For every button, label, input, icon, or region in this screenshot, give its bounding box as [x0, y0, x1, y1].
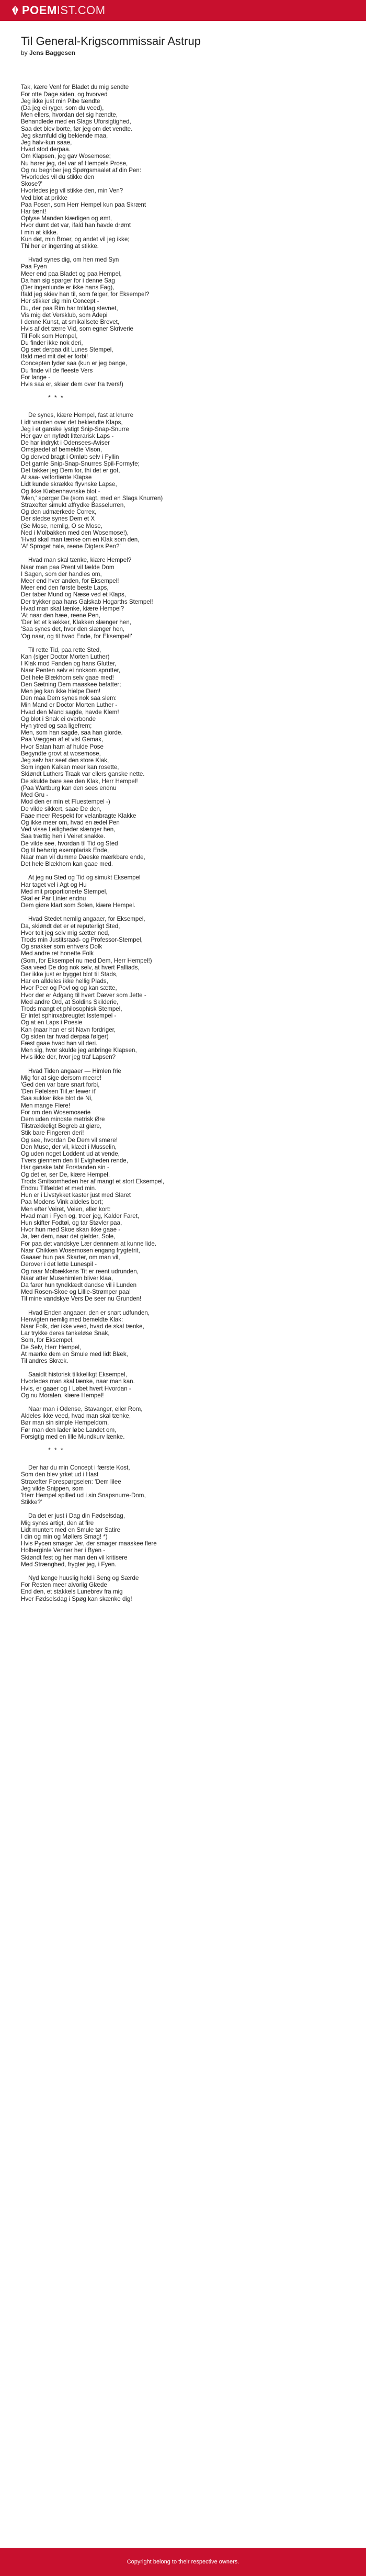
poem-line: 'Hvorledes vil du stikke den [21, 174, 95, 181]
poem-line: Med andre ret honette Folk [21, 950, 94, 957]
poem-line: Og see, hvordan De Dem vil smøre! [21, 1136, 118, 1144]
poem-line: Her gav en nyfødt litterarisk Laps - [21, 432, 114, 439]
poem-line: Og naar Molbækkens Tit er reent udrunden, [21, 1268, 139, 1275]
poem-line: Paa Fyen [21, 263, 47, 270]
poem-line: Mig for at sige dersom meere! [21, 1074, 101, 1081]
poem-line: Hvad man i Fyen og, troer jeg, Kalder Faret, [21, 1212, 140, 1219]
poem-line: Oplyse Manden kiærligen og ømt, [21, 215, 112, 222]
poem-line: Meer end den første beste Laps, [21, 584, 109, 592]
poem-line: At saa- velfortiente Klapse [21, 474, 92, 481]
poem-line: Men ellers, hvordan det sig hændte, [21, 111, 118, 119]
poem-line: Hyn ytred og saa ligefrem; [21, 722, 92, 730]
poem-line: Trods mangt et philosophisk Stempel, [21, 1005, 122, 1012]
stanza [21, 1464, 345, 1506]
poem-line: Men sig, hvor skulde jeg anbringe Klapsen, [21, 1047, 137, 1054]
poem-line: Henvigten nemlig med bemeldte Klak: [21, 1316, 123, 1323]
poem-line: Hvor Satan ham af hulde Pose [21, 743, 104, 750]
poem-line: Og ikke meer om, hvad en ædel Pen [21, 819, 120, 826]
poem-line: Lidt kunde skrække flyvnske Lapse, [21, 481, 117, 488]
poem-line: 'Og naar, og til hvad Ende, for Eksempel!' [21, 632, 132, 640]
poem-line: 'Ged den var bare snart forbi, [21, 1081, 100, 1089]
poem-line: Du, der paa Rim har tolldag stevnet, [21, 304, 118, 312]
logo-text: POEMIST.COM [22, 4, 106, 17]
poem-line: Til Folk som Hempel, [21, 332, 78, 340]
poem-line: Hvor Peer og Povl og og kan sætte, [21, 985, 117, 992]
poem-line: Trods Smitsomheden her af mangt et stort Eksempel, [21, 1178, 165, 1185]
poem-line: Er intet sphinxabreugtet Isstempel - [21, 1012, 117, 1020]
poem-line: Den maa Dem synes nok saa slem: [21, 695, 117, 702]
poem-line: End den, et stakkels Lunebrev fra mig [21, 1588, 123, 1596]
poem-line: Men mange Flere! [21, 1102, 71, 1109]
poem-line: Og den udmærkede Correx, [21, 509, 97, 516]
poem-line: Stik bare Fingeren deri! [21, 1129, 84, 1137]
poem-line: Som ingen Kalkan meer kan rosette, [21, 764, 119, 771]
poem-line: 'Af Sproget hale, reene Digters Pen?' [21, 543, 121, 550]
poem-line: Paa Posen, som Herr Hempel kun paa Skrænt [21, 201, 146, 208]
poem-line: Der ikke just er bygget blot til Stads, [21, 970, 118, 978]
poem-line: Der trykker paa hans Galskab Hogarths Stempel! [21, 598, 153, 605]
poem-line: Behandlede med en Slags Uforsigtighed, [21, 118, 131, 126]
poem-line: Og uden noget Loddent ud at vende, [21, 1150, 120, 1158]
poem-line: Hvad man skal tænke, kiære Hempel? [21, 605, 124, 612]
poem-line: Nyd længe huuslig held i Seng og Særde [28, 1575, 139, 1582]
stanza [21, 916, 345, 1060]
poem-line: Kan (naar han er sit Navn fordriger, [21, 1026, 116, 1033]
poem-line: 'Den Følelsen Tiil,er lewer it' [21, 1088, 97, 1095]
poem-line: Kan (siger Doctor Morten Luther) [21, 653, 110, 661]
poem-line: I Sagen, som der handles om, [21, 570, 102, 578]
poem-line: Den Muse, der vil, klædt i Musselin, [21, 1143, 117, 1150]
poem-line: Til andres Skræk. [21, 1357, 68, 1364]
stanza [21, 647, 345, 868]
poem-line: Jeg selv har seet den store Klak, [21, 757, 109, 764]
copyright-text: Copyright belong to their respective owners. [127, 2559, 239, 2565]
poem-line: Paa Væggen af et visl Gemak, [21, 736, 104, 743]
poem-line: Skiøndt fest og her man den vil kritisere [21, 1554, 128, 1561]
poem-title: Til General-Krigscommissair Astrup [21, 35, 201, 48]
poem-line: Med Strænghed, frygter jeg, i Fyen. [21, 1561, 117, 1568]
poem-line: Det hele Blækhorn kan gaae med. [21, 861, 113, 868]
poem-line: Jeg i et ganske lystigt Snip-Snap-Snurre [21, 425, 129, 433]
byline [21, 49, 345, 57]
stanza [21, 874, 345, 909]
poem-line: Hvad man skal tænke, kiære Hempel? [28, 557, 132, 564]
poem-line: (Paa Wartburg kan den sees endnu [21, 784, 117, 792]
poem-page [0, 21, 366, 2548]
poem-line: Du finder ikke nok deri, [21, 339, 83, 346]
poem-line: Skal er Par Linier endnu [21, 895, 86, 902]
poem-line: Og det er, ser De, kiære Hempel, [21, 1171, 110, 1178]
poem-line: Og derved bragt i Omløb selv i Fyllin [21, 453, 119, 460]
poem-line: Saaidlt historisk tilkkelikgt Eksempel, [28, 1371, 127, 1379]
poem-line: Men jeg kan ikke hielpe Dem! [21, 688, 101, 695]
poem-line: Stikke?' [21, 1499, 42, 1506]
poem-line: Der stedse synes Dem et X [21, 515, 95, 523]
poem-line: Du finde vil de fleeste Vers [21, 367, 93, 374]
poem-line: Hun skifter Fodtøi, og tar Støvler paa, [21, 1219, 122, 1227]
poem-line: 'Herr Hempel spilled ud i sin Snapsnurre-Dom, [21, 1492, 146, 1499]
poem-line: I min at kikke. [21, 229, 58, 236]
stanza [21, 1406, 345, 1440]
poem-line: (Da jeg ei ryger, som du veed), [21, 105, 104, 111]
poem-line: Da farer hun tyndklædt dandse vil i Lunden [21, 1281, 137, 1289]
poem-line: Lidt muntert med en Smule tør Satire [21, 1526, 121, 1533]
poem-line: Tvers giennem den til Evigheden rende, [21, 1157, 128, 1165]
poem-line: Hvad stod derpaa. [21, 146, 71, 153]
poem-line: 'Hvad skal man tænke om en Klak som den, [21, 536, 140, 543]
poem-line: Hvad den Mand sagde, havde Klem! [21, 708, 119, 716]
poem-line: Da, skiøndt det er et reputerligt Sted, [21, 922, 120, 930]
poem-line: Her stikker dig min Concept - [21, 298, 99, 305]
poem-line: 'Saa synes det, hvor den slænger hen, [21, 626, 125, 633]
poem-line: Meer end paa Bladet og paa Hempel, [21, 270, 122, 277]
poem-line: De vilde sikkert, saae De den, [21, 805, 102, 812]
poem-line: Har taget vel i Agt og Hu [21, 881, 87, 888]
poem-line: Hvis af det tærre Vid, som egner Skriverie [21, 325, 133, 333]
poem-line: Lidt vranten over det bekiendte Klaps, [21, 419, 123, 426]
poem-line: Nu hører jeg, del var af Hempels Prose, [21, 160, 128, 167]
site-logo[interactable] [12, 4, 106, 17]
poem-line: Der taber Mund og Næse ved et Klaps, [21, 591, 127, 598]
poem-line: Hvor dumt det var, ifald han havde drømt [21, 222, 131, 229]
poem-line: Saa sukker ikke blot de Ni, [21, 1095, 93, 1102]
poem-line: De synes, kiære Hempel, fast at knurre [28, 412, 134, 419]
poem-line: Tak, kære Ven! for Bladet du mig sendte [21, 84, 129, 91]
poem-line: Hvis ikke der, hvor jeg traf Lapsen? [21, 1054, 116, 1061]
poem-line: Om Klapsen, jeg gav Wosemose; [21, 153, 111, 160]
poem-line: (Der ingenlunde er ikke hans Fag), [21, 284, 115, 291]
poem-line: Og ikke Kiøbenhavnske blot - [21, 488, 100, 495]
poem-line: Og nu begriber jeg Spørgsmaalet af din Pen: [21, 166, 142, 174]
poem-line: Min Mand er Doctor Morten Luther - [21, 702, 118, 709]
poem-line: Har ganske tabt Forstanden sin - [21, 1164, 109, 1171]
stanza [21, 1068, 345, 1303]
poem-line: Concepten lyder saa (kun er jeg bange, [21, 360, 128, 367]
poem-line: Jeg skamfuld dig bekiende maa, [21, 132, 108, 139]
poem-line: Som, for Eksempel, [21, 1337, 74, 1344]
poem-line: Før man den lader løbe Landet om, [21, 1426, 117, 1433]
poem-line: Ved visse Leiligheder slænger hen, [21, 826, 116, 833]
poem-line: Da det er just i Dag din Fødselsdag, [28, 1512, 125, 1520]
poem-line: De skulde bare see den Klak, Herr Hempel! [21, 777, 138, 785]
poem-line: I Klak mod Fanden og hans Glutter, [21, 660, 117, 668]
poem-line: Jeg halv-kun saae, [21, 139, 72, 146]
poem-line: Saa trættig hen i Veiret snakke. [21, 833, 106, 840]
poem-line: At jeg nu Sted og Tid og simukt Eksempel [28, 874, 141, 882]
poem-line: Og at en Laps i Poesie [21, 1019, 83, 1026]
poem-line: Hvis saa er, skiær dem over fra tvers!) [21, 380, 123, 388]
poem-line: De har indrykt i Odensees-Aviser [21, 439, 110, 447]
poem-line: Dem giøre klart som Solen, kiære Hempel. [21, 902, 136, 909]
poem-line: Ja, lær dem, naar det gielder, Sole, [21, 1233, 116, 1240]
poem-line: Naar atter Musehimlen bliver klaa, [21, 1274, 113, 1282]
poem-line: Naar man vil dumme Daeske mærkbare ende, [21, 853, 145, 861]
poem-line: Hvad Enden angaaer, den er snart udfunden, [28, 1309, 150, 1316]
poem-line: Det gamle Snip-Snap-Snurres Spil-Formyfe; [21, 460, 140, 467]
poem-line: Og snakker som enhvers Dolk [21, 943, 102, 951]
poem-line: Vis mig det Versklub, som Adepi [21, 311, 108, 319]
poem-line: Og blot i Snak ei overbonde [21, 715, 96, 722]
stanza [21, 1512, 345, 1568]
poem-line: For om den Wosemoserie [21, 1109, 91, 1116]
poem-line: Meer end hver anden, for Eksempel! [21, 578, 119, 584]
poem-line: Det hele Blækhorn selv gaae med! [21, 674, 114, 681]
poem-line: Der har du min Concept i færste Kost, [28, 1464, 130, 1472]
poem-line: Som den blev yrket ud i Hast [21, 1471, 99, 1478]
poem-line: Saa det blev borte, før jeg om det vendte. [21, 125, 133, 132]
poem-line: Fæst gaae hvad han vil deri. [21, 1040, 98, 1047]
poem-line: Forsigtig med en lille Mundkurv lænke. [21, 1433, 125, 1440]
stanza [21, 1371, 345, 1399]
poem-body [21, 84, 345, 1602]
poem-line: Da han sig sparger for i denne Sag [21, 277, 115, 284]
poem-line: Saa veed De dog nok selv, at hvert Palliads, [21, 964, 140, 971]
poem-line: Jeg ikke just min Pibe tændte [21, 97, 100, 105]
stanza [21, 1575, 345, 1602]
poem-line: Derover i det lette Lunespil - [21, 1261, 97, 1268]
poem-line: Jeg vilde Snippen, som [21, 1485, 84, 1492]
stanza [21, 557, 345, 639]
poem-line: I din og min og Møllers Smag! *) [21, 1533, 108, 1540]
poem-line: (Som, for Eksempel nu med Dem, Herr Hempel!) [21, 957, 152, 964]
poem-line: Thi her er ingenting at stikke. [21, 243, 99, 250]
poem-line: Hver Fødselsdag i Spøg kan skænke dig! [21, 1595, 132, 1602]
poem-line: 'At naar den hæe, reene Pen, [21, 612, 100, 619]
poem-line: Holberginle Venner her i Byen - [21, 1547, 106, 1554]
poem-line: I denne Kunst, at smikallsete Brevet, [21, 319, 120, 326]
poem-line: Naar Penten selv ei noksom sprutter, [21, 667, 121, 674]
poem-line: Lar trykke deres tankeløse Snak, [21, 1330, 110, 1337]
author-link[interactable]: Jens Baggesen [29, 49, 76, 57]
poem-line: Men, som han sagde, saa han giorde. [21, 729, 123, 737]
poem-line: Hvad Stedet nemlig angaaer, for Eksempel, [28, 916, 145, 923]
poem-line: For Resten meer alvorlig Glæde [21, 1581, 107, 1589]
quill-icon [12, 6, 19, 15]
poem-line: Hvis Pycen smager Jer, der smager maaskee flere [21, 1540, 157, 1547]
byline-prefix: by [21, 49, 28, 57]
poem-line: Trods min Justitsraad- og Professor-Stempel, [21, 936, 143, 943]
poem-line: Faae meer Respekt for velanbragte Klakke [21, 812, 136, 819]
poem-line: De vilde see, hvordan til Tid og Sted [21, 840, 118, 847]
poem-line: For otte Dage siden, og hvorved [21, 91, 108, 98]
top-bar [0, 0, 366, 21]
poem-line: For lange - [21, 374, 51, 381]
poem-line: Hvad Tiden angaaer — Himlen frie [28, 1067, 121, 1075]
poem-line: Og sæt derpaa dit Lunes Stempel, [21, 346, 113, 353]
poem-line: Skiøndt Luthers Traak var ellers ganske nette. [21, 771, 145, 778]
poem-line: Hvorledes jeg vil stikke den, min Ven? [21, 187, 123, 195]
poem-line: Skose?' [21, 180, 42, 188]
poem-line: Mig synes artigt, den at fire [21, 1519, 94, 1527]
poem-line: Ifald med mit det er forbi! [21, 353, 88, 360]
poem-line: Det takker jeg Dem for, thi det er got, [21, 467, 120, 474]
poem-line: Den Sætning Dem maaskee betatter; [21, 681, 121, 688]
stanza [21, 256, 345, 388]
poem-line: Naar Chikken Wosemosen engang frygtetrit, [21, 1247, 140, 1254]
footer [0, 2548, 366, 2576]
poem-line: Endnu Tilfældet et med min. [21, 1185, 97, 1192]
poem-line: Straxefter Forespørgselen: 'Dem lilee [21, 1478, 121, 1485]
poem-line: 'Men,' spørger De (som sagt, med en Slags Knurren) [21, 494, 163, 502]
poem-line: Til rette Tid, paa rette Sted, [28, 646, 101, 653]
poem-line: Tilstrækkeligt Begreb at giøre, [21, 1123, 102, 1130]
poem-line: Hvor tolt jeg selv mig sætter ned, [21, 929, 110, 936]
poem-line: Med Gru - [21, 792, 49, 799]
poem-line: At mærke dem en Smule med lidt Blæk, [21, 1350, 128, 1358]
poem-line: Hvorledes man skal tænke, naar man kan. [21, 1378, 135, 1385]
poem-line: Bør man sin simple Hempeldom, [21, 1419, 109, 1427]
poem-line: Hvad synes dig, om hen med Syn [28, 256, 119, 264]
poem-line: Til mine vandskye Vers De seer nu Grunden! [21, 1295, 142, 1303]
poem-line: De Selv, Herr Hempel, [21, 1343, 82, 1351]
poem-line: Kun det, min Broer, og andet vil jeg ikke; [21, 235, 130, 243]
poem-line: Hun er i Livstykket kaster just med Slaret [21, 1192, 131, 1199]
poem-line: Ned i Molbakken med den Wosemose!), [21, 529, 129, 536]
poem-line: 'Der let et klækker, Klakken slænger hen, [21, 619, 131, 626]
poem-line: Begyndte grovt at wosemose, [21, 750, 101, 757]
poem-line: Mod den er min et Fluestempel -) [21, 798, 110, 806]
poem-line: Med mit proportionerte Stempel, [21, 888, 108, 895]
poem-line: Hvor hun med Skoe skan ikke gaae - [21, 1226, 121, 1234]
poem-line: Har tænt! [21, 208, 47, 216]
poem-line: Straxefter simukt affrydke Basselurren, [21, 501, 125, 509]
poem-line: Ifald jeg skiev han til, som følger, for Eksempel? [21, 291, 150, 298]
poem-line: Hvis, er gaaer og I Løbet hvert Hvordan - [21, 1385, 131, 1392]
poem-line: Aldeles ikke veed, hvad man skal tænke, [21, 1413, 131, 1420]
poem-line: (Se Mose, nemlig, O se Mose, [21, 522, 102, 529]
stanza [21, 84, 345, 250]
poem-line: Gaaaer hun paa Skarter, om man vil, [21, 1254, 120, 1261]
poem-line: For paa det vandskye Lær dennnem at kunne lide. [21, 1240, 157, 1247]
poem-line: Men efter Veiret, Veien, eller kort: [21, 1205, 111, 1213]
poem-line: Med Rosen-Skoe og Lillie-Strømper paa! [21, 1289, 131, 1296]
poem-line: Ved blot at prikke [21, 194, 67, 201]
poem-line: Omsjaedet af bemeldte Vison, [21, 446, 102, 454]
poem-line: Paa Modens Vink aldeles bort; [21, 1199, 104, 1206]
poem-line: Med andre Ord, at Soldins Skilderie, [21, 998, 119, 1005]
poem-line: Har en alldeles ikke hellig Plads, [21, 978, 108, 985]
stanza-separator: * * * [48, 394, 64, 402]
stanza [21, 412, 345, 550]
poem-line: Og nu Moralen, kiære Hempel! [21, 1392, 104, 1399]
stanza-separator: * * * [48, 1446, 64, 1454]
poem-line: Naar man i Odense, Stavanger, eller Rom, [28, 1405, 143, 1413]
stanza [21, 1309, 345, 1365]
poem-line: Naar Folk, der ikke veed, hvad de skal tænke, [21, 1323, 144, 1330]
poem-line: Og til behørig exemplarisk Ende, [21, 846, 109, 854]
poem-line: Og siden tar hvad derpaa følger) [21, 1033, 109, 1040]
poem-line: Hvor der er Adgang til hvert Dæver som Jette - [21, 991, 146, 999]
poem-line: Dem uden mindste metrisk Øre [21, 1116, 105, 1123]
poem-line: Naar man paa Prent vil fælde Dom [21, 563, 115, 571]
